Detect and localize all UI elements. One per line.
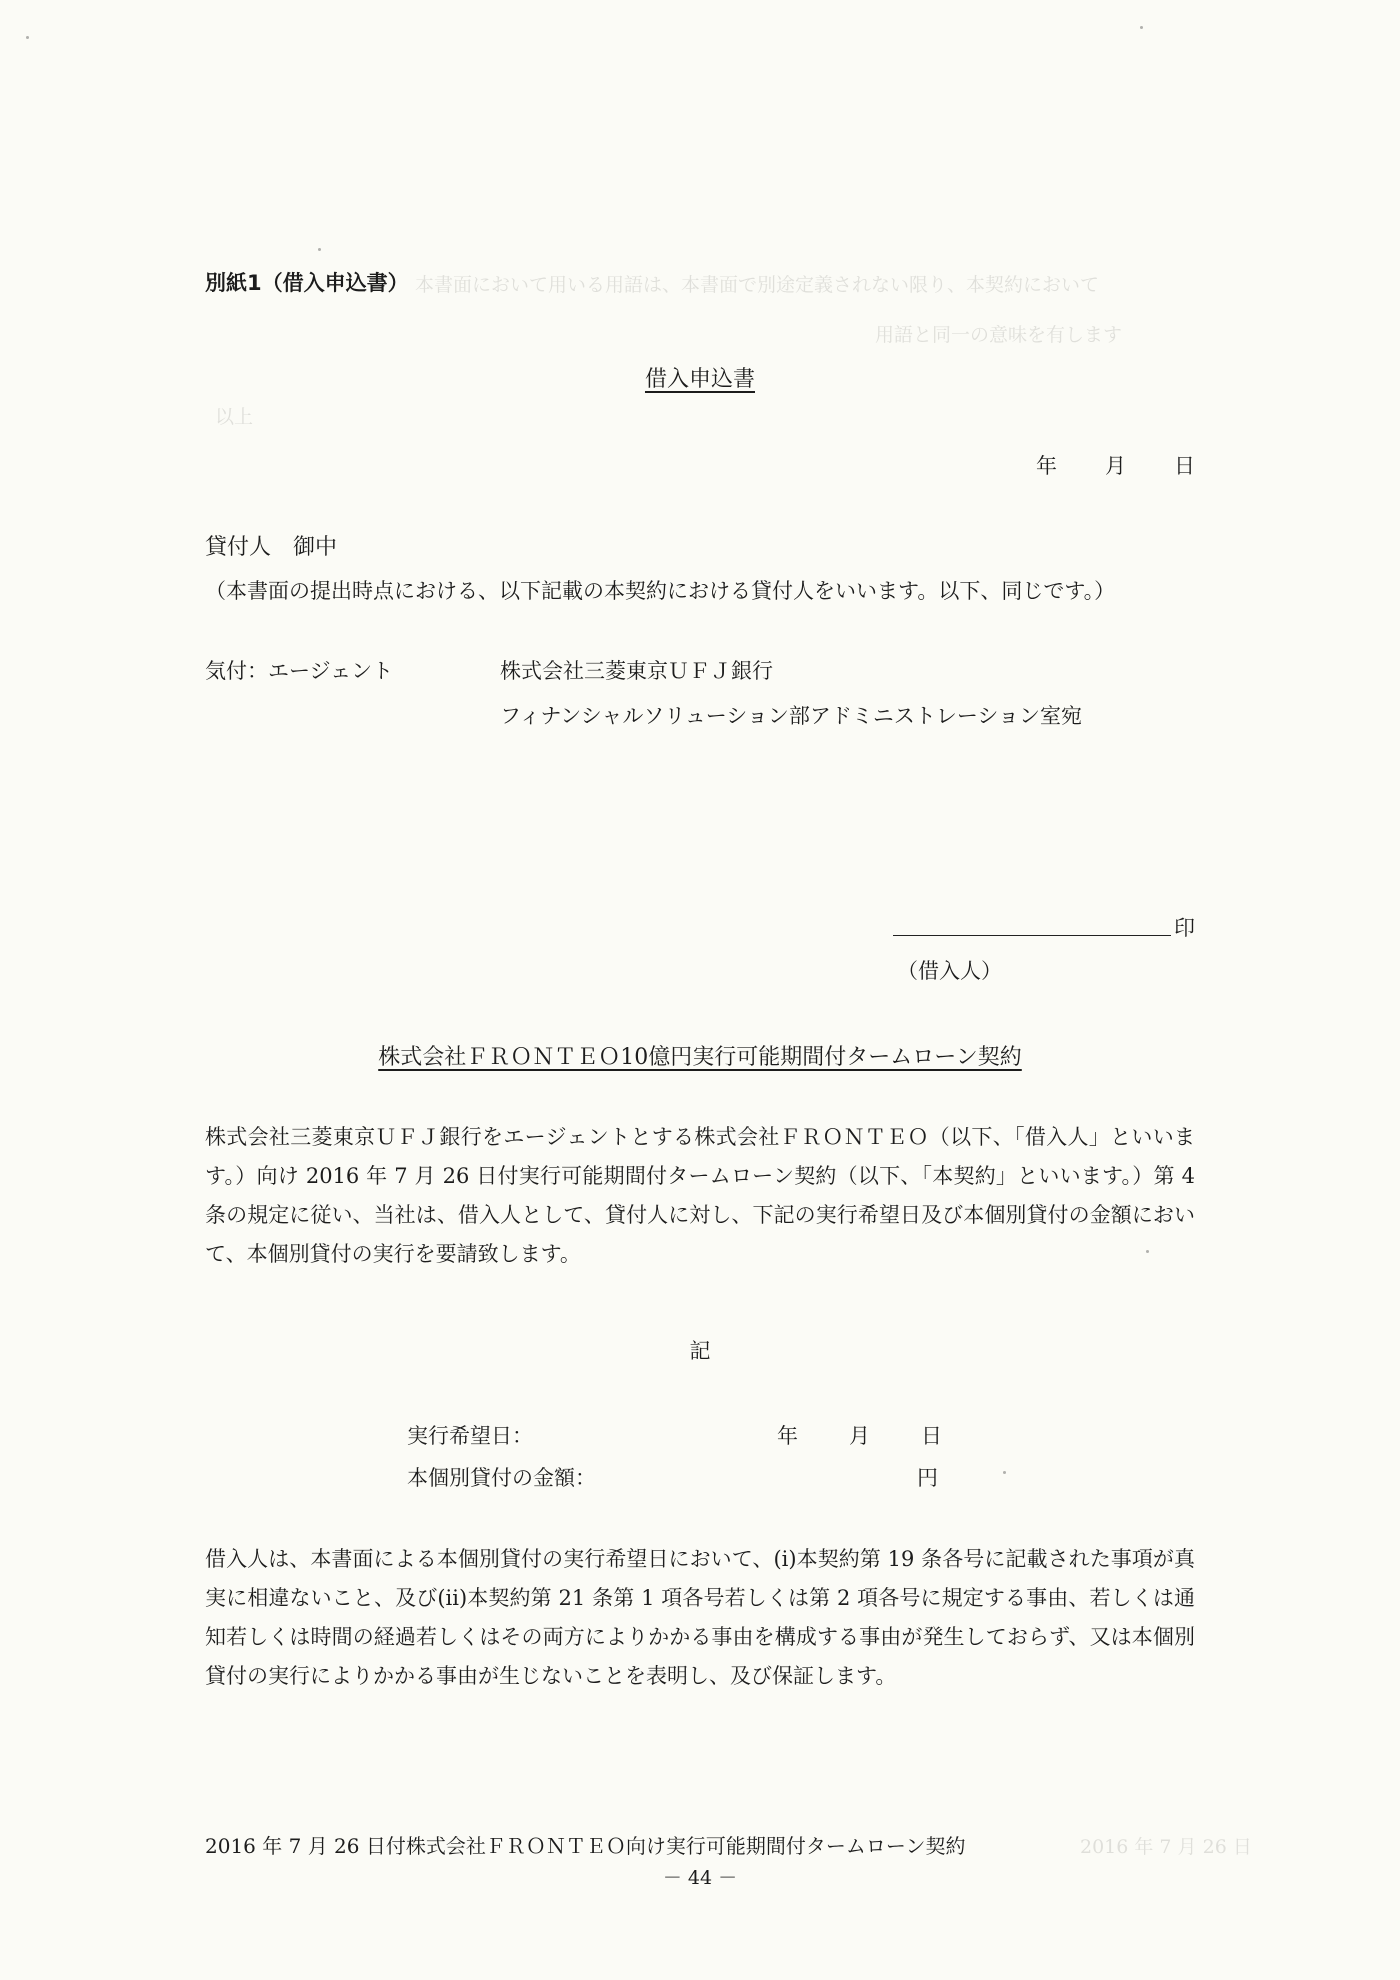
date-day: 日 xyxy=(1174,454,1195,478)
borrower-label: （借入人） xyxy=(897,959,1002,983)
amount-yen: 円 xyxy=(917,1466,938,1490)
attention-department: フィナンシャルソリューション部アドミニストレーション室宛 xyxy=(500,704,1083,728)
document-title-text: 借入申込書 xyxy=(644,367,755,392)
addressee-note: （本書面の提出時点における、以下記載の本契約における貸付人をいいます。以下、同じです。） xyxy=(205,579,1116,603)
annex-label: 別紙1（借入申込書） xyxy=(205,271,409,295)
seal-mark: 印 xyxy=(1174,916,1195,940)
contract-title xyxy=(0,1040,1400,1071)
date-month: 月 xyxy=(1105,454,1126,478)
representation-paragraph: 借入人は、本書面による本個別貸付の実行希望日において、(i)本契約第 19 条各号に記載された事項が真実に相違ないこと、及び(ii)本契約第 21 条第 1 項各号若しくは第 2 項各号に規定する事由、若しくは通知若しくは時間の経過若しくはその両方によりかかる事由を構成する事由が発生しておらず、又は本個別貸付の実行によりかかる事由が生じないことを表明し、及び保証します。 xyxy=(205,1547,1195,1688)
show-through-text-1: 本書面において用いる用語は、本書面で別途定義されない限り、本契約において xyxy=(415,274,1100,296)
amount-label: 本個別貸付の金額： xyxy=(407,1466,596,1490)
show-through-text-3: 以上 xyxy=(215,406,254,428)
footer-text: 2016 年 7 月 26 日付株式会社ＦＲＯＮＴＥＯ向け実行可能期間付タームローン契約 xyxy=(205,1834,966,1858)
attention-bank: 株式会社三菱東京ＵＦＪ銀行 xyxy=(500,659,773,683)
scan-speck xyxy=(1146,1250,1149,1253)
attention-label: 気付：エージェント xyxy=(205,659,394,683)
contract-title-text: 株式会社ＦＲＯＮＴＥＯ10億円実行可能期間付タームローン契約 xyxy=(378,1045,1022,1070)
date-year: 年 xyxy=(1036,454,1057,478)
execution-date-label: 実行希望日： xyxy=(407,1424,533,1448)
show-through-text-4: 2016 年 7 月 26 日 xyxy=(1080,1836,1252,1858)
signature-line xyxy=(893,935,1171,936)
ki-heading: 記 xyxy=(689,1339,711,1363)
addressee: 貸付人 御中 xyxy=(205,535,338,560)
execution-day: 日 xyxy=(921,1424,942,1448)
document-title xyxy=(0,362,1400,393)
page-number: － 44 － xyxy=(662,1867,738,1889)
scan-speck xyxy=(26,36,29,39)
scan-speck xyxy=(1003,1471,1006,1474)
request-paragraph: 株式会社三菱東京ＵＦＪ銀行をエージェントとする株式会社ＦＲＯＮＴＥＯ（以下、「借入人」といいます。）向け 2016 年 7 月 26 日付実行可能期間付タームローン契約（以下、「本契約」といいます。）第 4 条の規定に従い、当社は、借入人として、貸付人に対し、下記の実行希望日及び本個別貸付の金額において、本個別貸付の実行を要請致します。 xyxy=(205,1125,1195,1266)
execution-year: 年 xyxy=(777,1424,798,1448)
scan-speck xyxy=(1140,26,1143,29)
execution-month: 月 xyxy=(849,1424,870,1448)
show-through-text-2: 用語と同一の意味を有します xyxy=(875,324,1123,346)
date-line xyxy=(1036,450,1195,480)
scan-speck xyxy=(318,248,321,251)
